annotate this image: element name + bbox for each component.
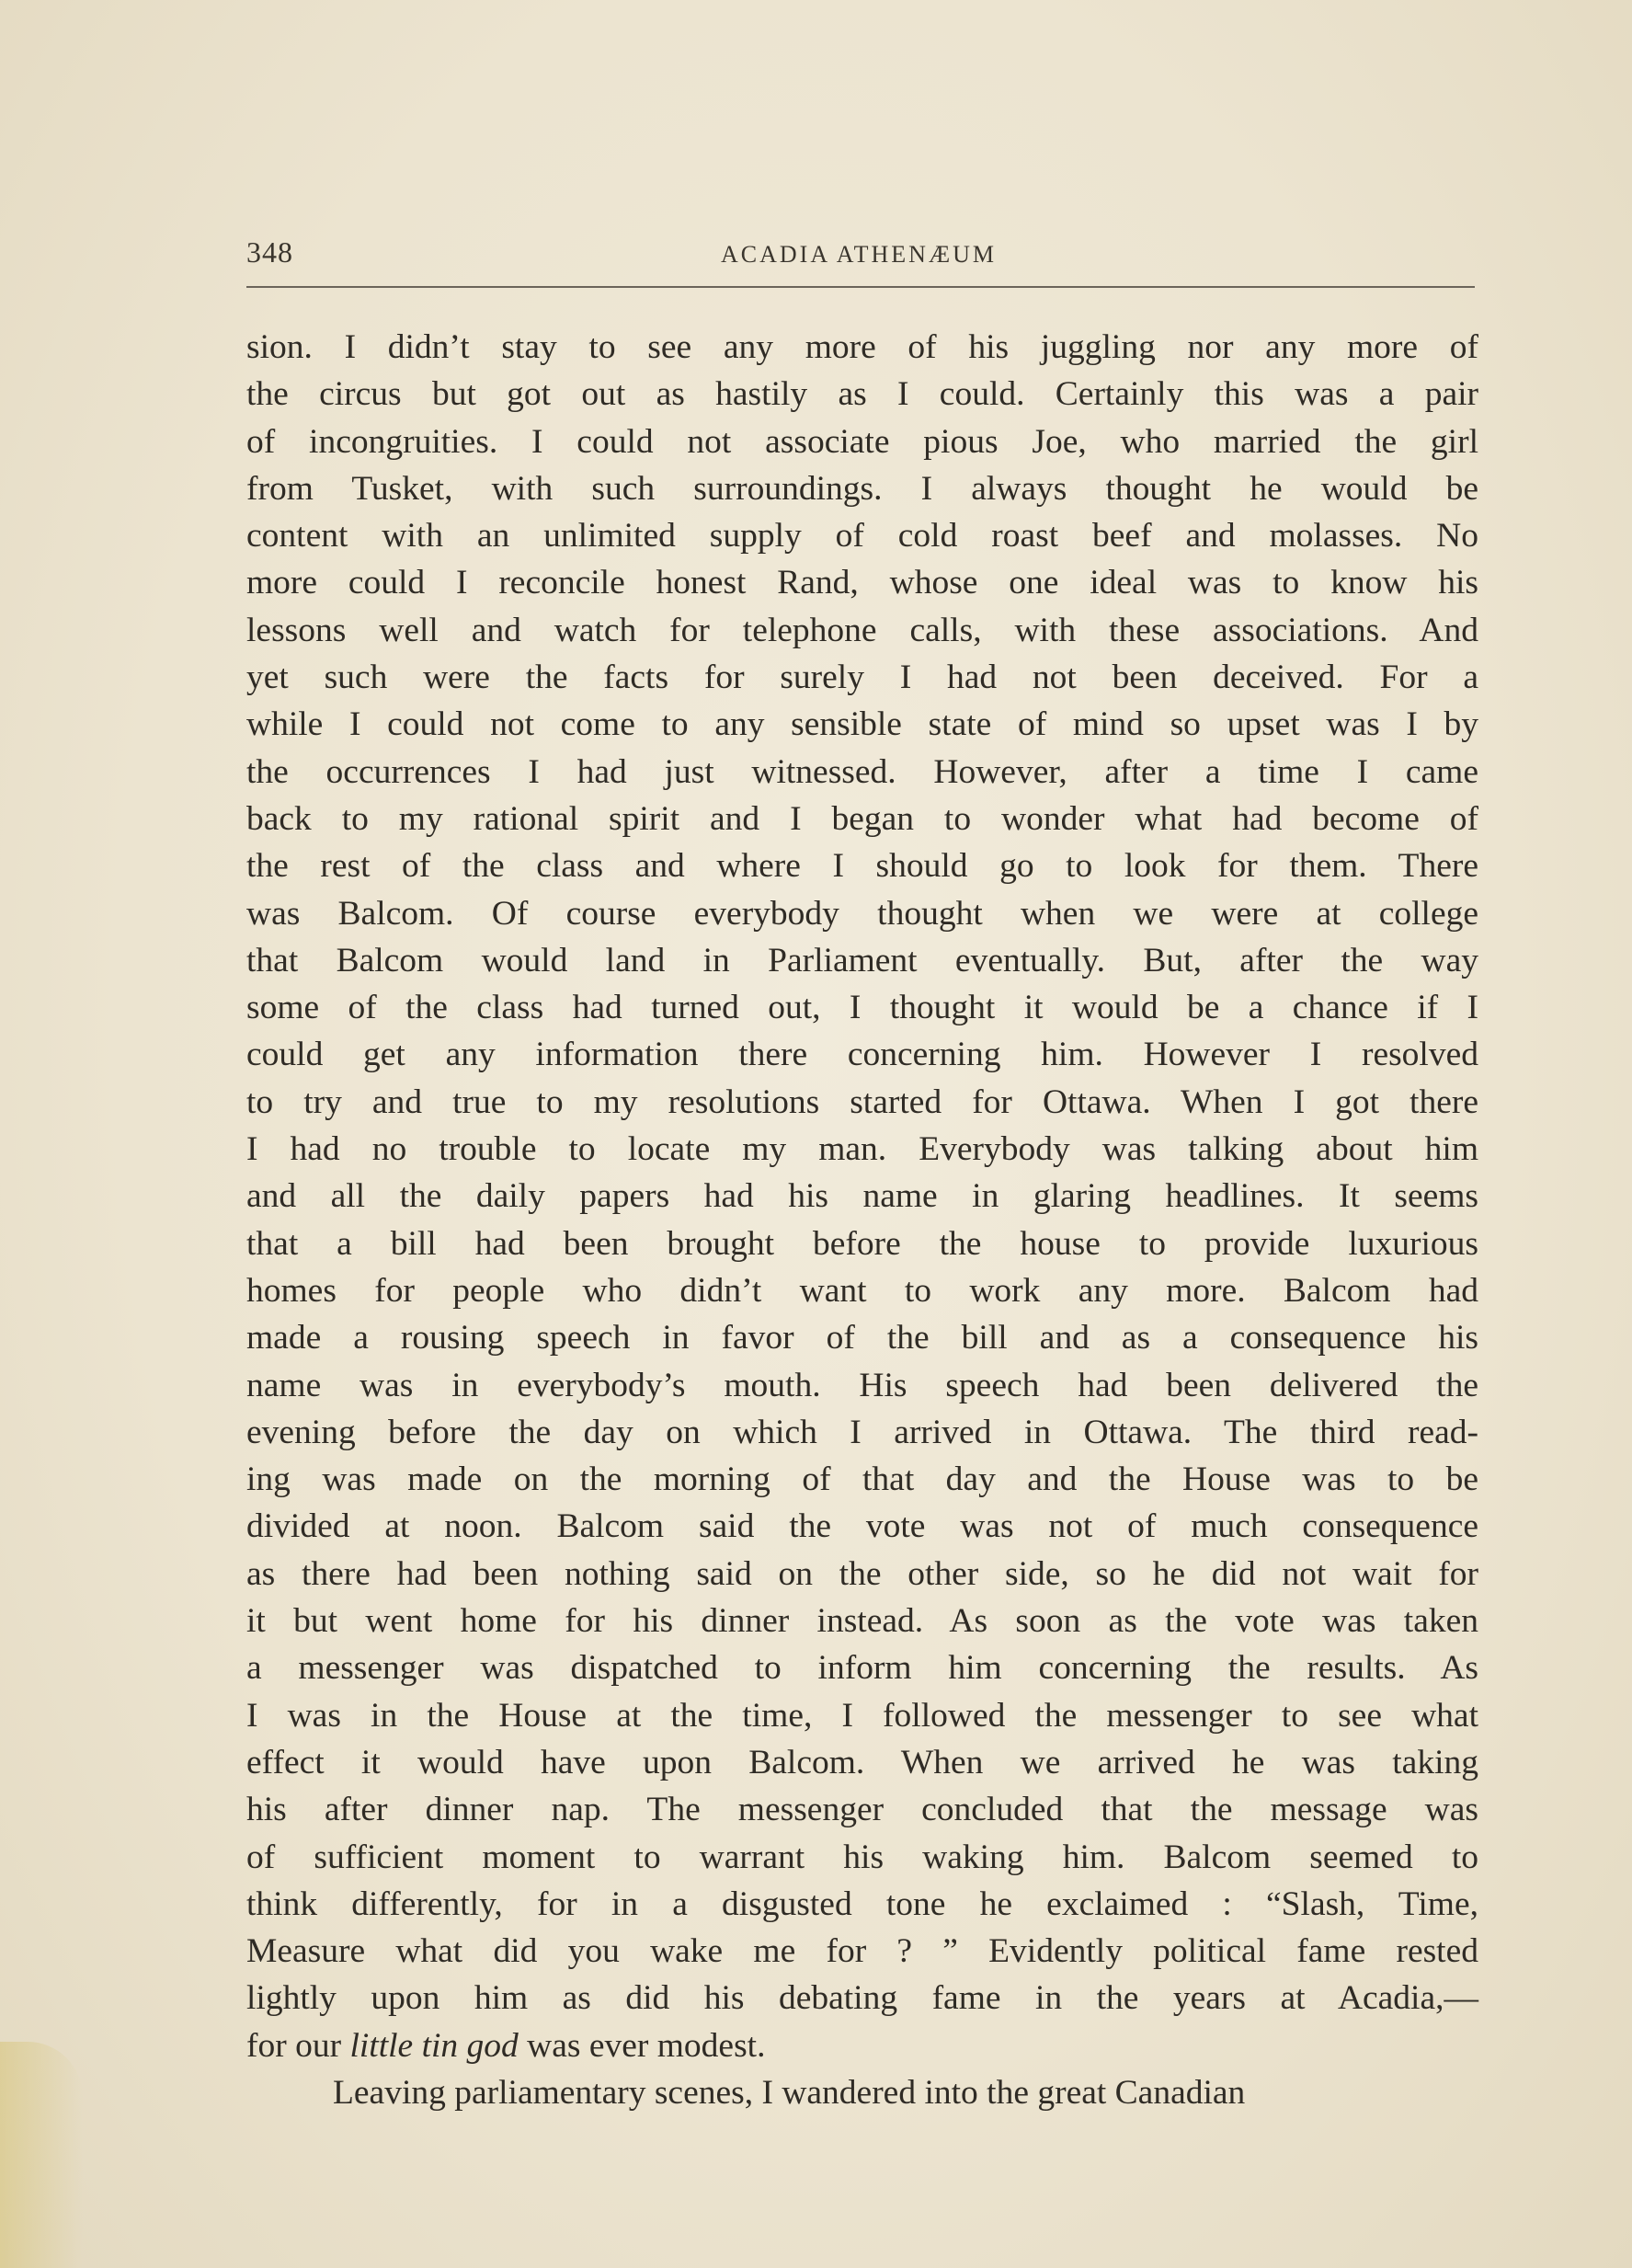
text-line: more could I reconcile honest Rand, whose one ideal was to know his	[246, 564, 1478, 602]
italic-phrase: little tin god	[349, 2026, 519, 2065]
text-line: that Balcom would land in Parliament eventually. But, after the way	[246, 941, 1478, 979]
text-fragment: was ever modest.	[518, 2026, 766, 2065]
text-line: could get any information there concerning him. However I resolved	[246, 1036, 1478, 1074]
page-number: 348	[246, 235, 293, 269]
text-line: name was in everybody’s mouth. His speech had been delivered the	[246, 1366, 1478, 1404]
text-line: it but went home for his dinner instead. As soon as the vote was taken	[246, 1602, 1478, 1641]
text-line: that a bill had been brought before the house to provide luxurious	[246, 1224, 1478, 1263]
running-head: ACADIA ATHENÆUM	[721, 241, 997, 268]
body-text	[246, 324, 1478, 2116]
text-line: Measure what did you wake me for ? ” Evidently political fame rested	[246, 1932, 1478, 1971]
page-header	[246, 235, 1475, 291]
text-line: the occurrences I had just witnessed. However, after a time I came	[246, 752, 1478, 791]
text-line: yet such were the facts for surely I had not been deceived. For a	[246, 659, 1478, 697]
text-line: back to my rational spirit and I began to wonder what had become of	[246, 799, 1478, 838]
text-line: ing was made on the morning of that day and the House was to be	[246, 1460, 1478, 1499]
text-line: of incongruities. I could not associate pious Joe, who married the girl	[246, 422, 1478, 461]
text-line: I was in the House at the time, I followed the messenger to see what	[246, 1696, 1478, 1735]
paper-stain	[0, 2042, 83, 2268]
text-line: as there had been nothing said on the other side, so he did not wait for	[246, 1554, 1478, 1593]
text-line: the rest of the class and where I should go to look for them. There	[246, 847, 1478, 886]
text-line: to try and true to my resolutions started for Ottawa. When I got there	[246, 1082, 1478, 1121]
text-line: think differently, for in a disgusted tone he exclaimed : “Slash, Time,	[246, 1884, 1478, 1923]
text-line: of sufficient moment to warrant his waking him. Balcom seemed to	[246, 1838, 1478, 1876]
text-line: sion. I didn’t stay to see any more of his juggling nor any more of	[246, 328, 1478, 366]
text-line: I had no trouble to locate my man. Everybody was talking about him	[246, 1130, 1478, 1169]
text-line: content with an unlimited supply of cold roast beef and molasses. No	[246, 517, 1478, 556]
text-line: his after dinner nap. The messenger concluded that the message was	[246, 1791, 1478, 1829]
text-line: some of the class had turned out, I thought it would be a chance if I	[246, 989, 1478, 1027]
text-line: and all the daily papers had his name in glaring headlines. It seems	[246, 1177, 1478, 1216]
new-paragraph-line: Leaving parliamentary scenes, I wandered into the great Canadian	[333, 2073, 1246, 2112]
text-fragment: for our	[246, 2026, 350, 2065]
text-line: from Tusket, with such surroundings. I always thought he would be	[246, 469, 1478, 508]
text-line: evening before the day on which I arrived in Ottawa. The third read-	[246, 1413, 1478, 1451]
header-rule	[246, 286, 1475, 288]
text-line: effect it would have upon Balcom. When we arrived he was taking	[246, 1743, 1478, 1781]
text-line: lessons well and watch for telephone calls, with these associations. And	[246, 611, 1478, 649]
text-line: while I could not come to any sensible state of mind so upset was I by	[246, 705, 1478, 744]
text-line: made a rousing speech in favor of the bill and as a consequence his	[246, 1319, 1478, 1357]
paragraph-end-line	[246, 2022, 1478, 2069]
text-line: homes for people who didn’t want to work any more. Balcom had	[246, 1271, 1478, 1310]
text-line: divided at noon. Balcom said the vote was not of much consequence	[246, 1507, 1478, 1546]
text-line: was Balcom. Of course everybody thought when we were at college	[246, 894, 1478, 933]
text-line: the circus but got out as hastily as I could. Certainly this was a pair	[246, 375, 1478, 414]
text-line: a messenger was dispatched to inform him concerning the results. As	[246, 1649, 1478, 1688]
text-line: lightly upon him as did his debating fame in the years at Acadia,—	[246, 1979, 1478, 2018]
